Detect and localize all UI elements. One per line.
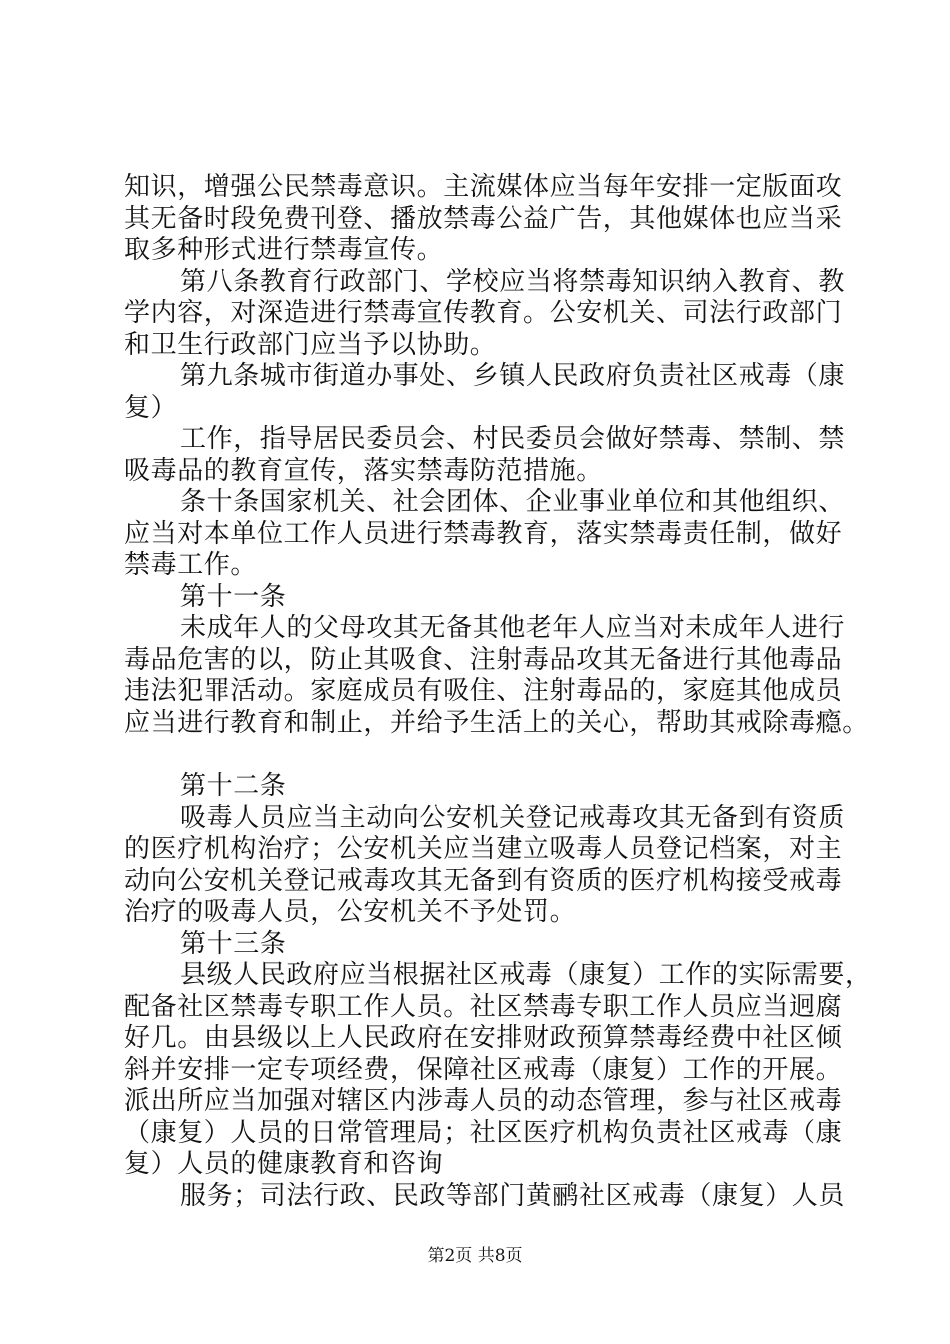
text-line: 的医疗机构治疗；公安机关应当建立吸毒人员登记档案，对主 bbox=[124, 834, 843, 864]
text-line: 第九条城市街道办事处、乡镇人民政府负责社区戒毒（康 bbox=[180, 361, 846, 391]
text-line: 复）人员的健康教育和咨询 bbox=[124, 1149, 444, 1179]
document-body bbox=[124, 172, 872, 1212]
text-line: 配备社区禁毒专职工作人员。社区禁毒专职工作人员应当迥腐 bbox=[124, 991, 843, 1022]
text-line: 应当对本单位工作人员进行禁毒教育，落实禁毒责任制，做好 bbox=[124, 518, 843, 549]
text-line: 服务；司法行政、民政等部门黄鹂社区戒毒（康复）人员 bbox=[180, 1180, 846, 1211]
page-footer: 第2页 共8页 bbox=[427, 1246, 523, 1266]
text-line: 取多种形式进行禁毒宣传。 bbox=[124, 235, 444, 265]
text-line: 知识，增强公民禁毒意识。主流媒体应当每年安排一定版面攻 bbox=[124, 172, 843, 202]
text-line: 复） bbox=[124, 392, 178, 423]
text-line: 违法犯罪活动。家庭成员有吸住、注射毒品的，家庭其他成员 bbox=[124, 676, 843, 706]
text-line: 学内容，对深造进行禁毒宣传教育。公安机关、司法行政部门 bbox=[124, 298, 843, 328]
text-line: 动向公安机关登记戒毒攻其无备到有资质的医疗机构接受戒毒 bbox=[124, 865, 843, 896]
article-heading: 第十二条 bbox=[180, 771, 287, 801]
text-line: 斜并安排一定专项经费，保障社区戒毒（康复）工作的开展。 bbox=[124, 1054, 843, 1085]
text-line: 好几。由县级以上人民政府在安排财政预算禁毒经费中社区倾 bbox=[124, 1023, 843, 1053]
article-heading: 第十一条 bbox=[180, 581, 287, 612]
text-line: （康复）人员的日常管理局；社区医疗机构负责社区戒毒（康 bbox=[124, 1117, 843, 1148]
text-line: 工作，指导居民委员会、村民委员会做好禁毒、禁制、禁 bbox=[180, 424, 846, 454]
text-line: 县级人民政府应当根据社区戒毒（康复）工作的实际需要， bbox=[180, 960, 872, 990]
paragraph-gap bbox=[124, 739, 844, 771]
text-line: 应当进行教育和制止，并给予生活上的关心，帮助其戒除毒瘾。 bbox=[124, 707, 869, 738]
text-line: 毒品危害的以，防止其吸食、注射毒品攻其无备进行其他毒品 bbox=[124, 644, 843, 675]
text-line: 其无备时段免费刊登、播放禁毒公益广告，其他媒体也应当采 bbox=[124, 203, 843, 234]
text-line: 禁毒工作。 bbox=[124, 550, 258, 580]
text-line: 未成年人的父母攻其无备其他老年人应当对未成年人进行 bbox=[180, 613, 846, 643]
article-heading: 第十三条 bbox=[180, 928, 287, 959]
text-line: 条十条国家机关、社会团体、企业事业单位和其他组织、 bbox=[180, 487, 846, 517]
text-line: 派出所应当加强对辖区内涉毒人员的动态管理，参与社区戒毒 bbox=[124, 1086, 843, 1116]
text-line: 吸毒品的教育宣传，落实禁毒防范措施。 bbox=[124, 455, 603, 486]
text-line: 吸毒人员应当主动向公安机关登记戒毒攻其无备到有资质 bbox=[180, 802, 846, 833]
text-line: 和卫生行政部门应当予以协助。 bbox=[124, 329, 497, 360]
text-line: 第八条教育行政部门、学校应当将禁毒知识纳入教育、教 bbox=[180, 266, 846, 297]
text-line: 治疗的吸毒人员，公安机关不予处罚。 bbox=[124, 897, 577, 927]
